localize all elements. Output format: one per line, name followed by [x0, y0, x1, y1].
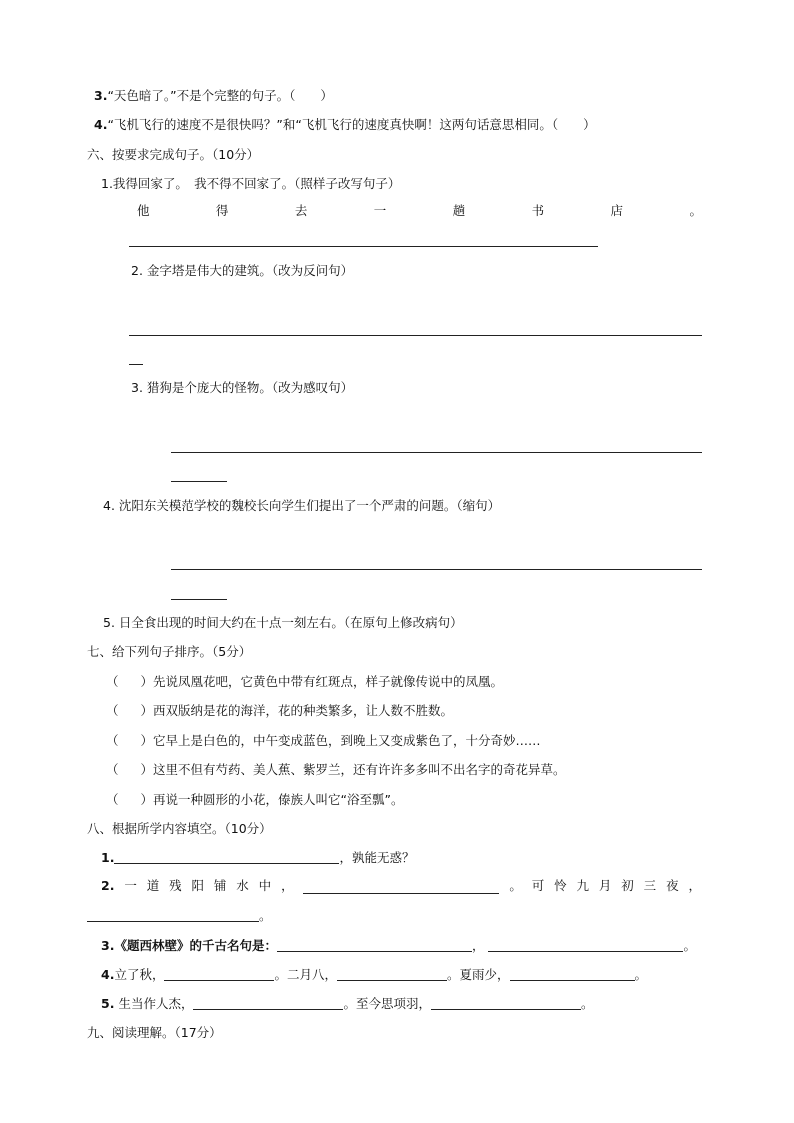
s6-q4-answer-line[interactable] — [171, 569, 702, 570]
s8-question-2-cont — [87, 908, 272, 924]
section-6-heading: 六、按要求完成句子。（10分） — [87, 147, 260, 162]
s6-q2-answer-line[interactable] — [129, 335, 702, 336]
s6-q4-answer-line-cont[interactable] — [171, 599, 227, 600]
s8-question-1 — [101, 850, 414, 866]
ordering-item — [106, 703, 453, 719]
s6-q2-answer-line-cont[interactable] — [129, 364, 143, 365]
paren-close: ） — [140, 733, 154, 748]
s6-question-5: 5. 日全食出现的时间大约在十点一刻左右。（在原句上修改病句） — [103, 615, 463, 630]
text: 生当作人杰， — [118, 996, 194, 1011]
s8-question-3 — [101, 938, 696, 954]
item-number: 5. — [101, 996, 115, 1011]
s6-question-4: 4. 沈阳东关模范学校的魏校长向学生们提出了一个严肃的问题。（缩句） — [103, 498, 501, 513]
text: 立了秋， — [114, 967, 165, 982]
char: 。 — [509, 878, 522, 893]
section-8-heading: 八、根据所学内容填空。（10分） — [87, 821, 272, 836]
text: ，孰能无惑？ — [339, 850, 415, 865]
char: 可 — [531, 878, 545, 893]
s6-question-1: 1.我得回家了。 我不得不回家了。（照样子改写句子） — [101, 176, 401, 191]
char: 三 — [643, 878, 657, 893]
text: 。 — [683, 938, 696, 953]
char: 书 — [531, 203, 545, 218]
item-text: 这里不但有芍药、美人蕉、紫罗兰，还有许许多多叫不出名字的奇花异草。 — [153, 762, 566, 777]
char: 店 — [610, 203, 624, 218]
fill-blank[interactable] — [87, 909, 259, 922]
item-number: 1. — [101, 850, 115, 865]
ordering-item — [106, 792, 403, 808]
item-text: “天色暗了。”不是个完整的句子。（ ） — [107, 88, 333, 103]
s6-q3-answer-line-cont[interactable] — [171, 481, 227, 482]
text: 。二月八， — [274, 967, 337, 982]
section-9-heading: 九、阅读理解。（17分） — [87, 1025, 222, 1040]
fill-blank[interactable] — [337, 968, 447, 981]
label: 3.《题西林壁》的千古名句是： — [101, 938, 277, 953]
char: 趟 — [452, 203, 466, 218]
text: ， — [471, 938, 485, 953]
s8-question-5 — [101, 996, 593, 1012]
ordering-item — [106, 674, 503, 690]
s6-question-3: 3. 猎狗是个庞大的怪物。（改为感叹句） — [131, 380, 354, 395]
s6-q1-spread-sentence — [137, 203, 702, 219]
paren-open: （ — [106, 792, 119, 807]
char: 九 — [576, 878, 590, 893]
judge-item-4 — [94, 117, 596, 133]
item-text: 它早上是白色的，中午变成蓝色，到晚上又变成紫色了，十分奇妙…… — [153, 733, 541, 748]
char: 道 — [146, 878, 160, 893]
char: 去 — [294, 203, 308, 218]
paren-close: ） — [140, 674, 154, 689]
fill-blank[interactable] — [114, 851, 339, 864]
item-text: “飞机飞行的速度不是很快吗？”和“飞机飞行的速度真快啊！这两句话意思相同。（ ） — [107, 117, 596, 132]
char: 初 — [621, 878, 634, 893]
s8-question-4 — [101, 967, 647, 983]
ordering-item — [106, 733, 541, 749]
fill-blank[interactable] — [303, 881, 499, 894]
char: 铺 — [213, 878, 227, 893]
text: 。 — [259, 908, 272, 923]
paren-open: （ — [106, 733, 119, 748]
paren-open: （ — [106, 674, 119, 689]
char: 残 — [169, 878, 182, 893]
char: 水 — [236, 878, 249, 893]
item-text: 再说一种圆形的小花，傣族人叫它“浴至瓢”。 — [153, 792, 404, 807]
s6-q1-answer-line[interactable] — [129, 246, 598, 247]
char: 一 — [373, 203, 387, 218]
text: 。 — [634, 967, 648, 982]
item-number: 3. — [94, 88, 108, 103]
item-number: 4. — [101, 967, 115, 982]
char: 阳 — [191, 878, 205, 893]
char: 得 — [215, 203, 229, 218]
text: 。至今思项羽， — [343, 996, 431, 1011]
item-text: 先说凤凰花吧，它黄色中带有红斑点，样子就像传说中的凤凰。 — [153, 674, 504, 689]
fill-blank[interactable] — [488, 939, 683, 952]
fill-blank[interactable] — [510, 968, 635, 981]
fill-blank[interactable] — [431, 997, 581, 1010]
char: 夜 — [666, 878, 679, 893]
paren-close: ） — [140, 792, 154, 807]
char: 他 — [137, 203, 150, 218]
char: 中 — [258, 878, 272, 893]
fill-blank[interactable] — [164, 968, 274, 981]
char: 月 — [598, 878, 612, 893]
ordering-item — [106, 762, 566, 778]
char: 。 — [689, 203, 702, 218]
text: 。夏雨少， — [446, 967, 510, 982]
char: ， — [688, 878, 701, 893]
item-number: 4. — [94, 117, 108, 132]
paren-open: （ — [106, 762, 119, 777]
section-7-heading: 七、给下列句子排序。（5分） — [87, 644, 252, 659]
paren-open: （ — [106, 703, 119, 718]
item-number: 2. — [101, 878, 115, 893]
text: 。 — [580, 996, 594, 1011]
judge-item-3 — [94, 88, 333, 104]
char: 一 — [124, 878, 137, 893]
paren-close: ） — [140, 762, 154, 777]
s8-question-2 — [101, 878, 701, 894]
char: ， — [281, 878, 294, 893]
item-text: 西双版纳是花的海洋，花的种类繁多，让人数不胜数。 — [153, 703, 454, 718]
char: 怜 — [554, 878, 567, 893]
paren-close: ） — [140, 703, 154, 718]
fill-blank[interactable] — [277, 939, 472, 952]
s6-question-2: 2. 金字塔是伟大的建筑。（改为反问句） — [131, 263, 354, 278]
fill-blank[interactable] — [193, 997, 343, 1010]
s6-q3-answer-line[interactable] — [171, 452, 702, 453]
